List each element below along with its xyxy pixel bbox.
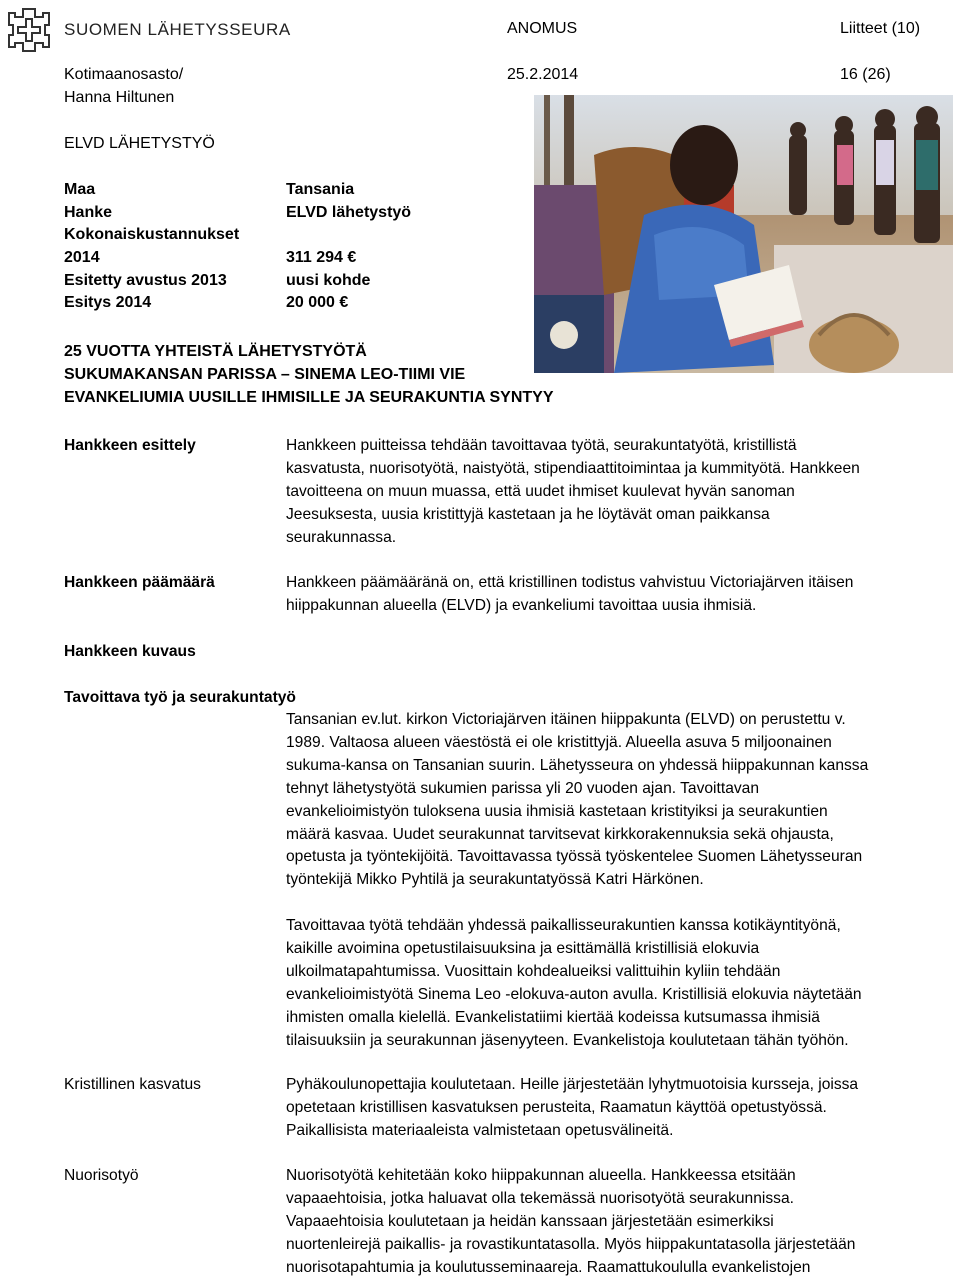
headline-line: EVANKELIUMIA UUSILLE IHMISILLE JA SEURAKUNTIA SYNTYY — [64, 389, 554, 406]
kuvaus-label: Hankkeen kuvaus — [64, 643, 196, 660]
document-type: ANOMUS — [507, 20, 578, 37]
paamaara-label: Hankkeen päämäärä — [64, 574, 215, 591]
org-logo-icon — [6, 7, 52, 53]
document-date: 25.2.2014 — [507, 66, 579, 83]
section-title: ELVD LÄHETYSTYÖ — [64, 135, 215, 152]
fact-value: 311 294 € — [286, 249, 357, 266]
author: Hanna Hiltunen — [64, 89, 175, 106]
fact-value: uusi kohde — [286, 272, 371, 289]
fact-label: Kokonaiskustannukset — [64, 226, 240, 243]
fact-value: 20 000 € — [286, 294, 349, 311]
nuoriso-text: Nuorisotyötä kehitetään koko hiippakunnan alueella. Hankkeessa etsitään vapaaehtoisia, jotka haluavat olla tekemässä nuorisotyötä seurakunnissa. Vapaaehtoisia koulutetaan ja heidän kanssaan järjestetään esimerkiksi nuortenleirejä paikallis- ja rovastikuntatasolla. Myös hiippakuntatasolla järjestetään nuorisotapahtumia ja koulutusseminaareja. Raamattukoululla evankelistojen — [286, 1167, 856, 1276]
headline-line: SUKUMAKANSAN PARISSA – SINEMA LEO-TIIMI VIE — [64, 366, 466, 383]
esittely-text: Hankkeen puitteissa tehdään tavoittavaa työtä, seurakuntatyötä, kristillistä kasvatusta, nuorisotyötä, naistyötä, stipendiaattitoimintaa ja kummityötä. Hankkeen tavoitteena on muun muassa, että uudet ihmiset kuulevat hyvän sanoman Jeesuksesta, uusia kristittyjä kastetaan ja he löytävät oman paikkansa seurakunnassa. — [286, 437, 860, 546]
headline-line: 25 VUOTTA YHTEISTÄ LÄHETYSTYÖTÄ — [64, 343, 367, 360]
tavoittava-paragraph-2: Tavoittavaa työtä tehdään yhdessä paikallisseurakuntien kanssa kotikäyntityönä, kaikille avoimina opetustilaisuuksina ja esittämällä kristillisiä elokuvia ulkoilmatapahtumissa. Vuosittain kohdealueiksi valittuihin kyliin tehdään evankelioimistyötä Sinema Leo -elokuva-auton avulla. Kristillisiä elokuvia näytetään ihmisten omalla kielellä. Evankelistatiimi kiertää kodeissa kutsumassa ihmisiä tilaisuuksiin ja seurakunnan jäsenyyteen. Evankelistoja koulutetaan tähän työhön. — [286, 917, 862, 1049]
tavoittava-paragraph-1: Tansanian ev.lut. kirkon Victoriajärven itäinen hiippakunta (ELVD) on perustettu v. 1989. Valtaosa alueen väestöstä ei ole kristittyjä. Alueella asuva 5 miljoonainen sukuma-kansa on Tansanian suurin. Lähetysseura on yhdessä hiippakunnan kanssa tehnyt lähetystyötä sukumien parissa yli 20 vuoden ajan. Tavoittavan evankelioimistyön tuloksena uusia ihmisiä kastetaan kristityiksi ja seurakuntien määrä kasvaa. Uudet seurakunnat tarvitsevat kirkkorakennuksia sekä ohjausta, opetusta ja työntekijöitä. Tavoittavassa työssä työskentelee Suomen Lähetysseuran työntekijä Mikko Pyhtilä ja seurakuntatyössä Katri Härkönen. — [286, 711, 869, 889]
child-reading-photo — [534, 95, 953, 373]
department: Kotimaanosasto/ — [64, 66, 184, 83]
fact-label: 2014 — [64, 249, 100, 266]
kasvatus-label: Kristillinen kasvatus — [64, 1076, 201, 1093]
attachments-label: Liitteet (10) — [840, 20, 921, 37]
kasvatus-text: Pyhäkoulunopettajia koulutetaan. Heille järjestetään lyhytmuotoisia kursseja, joissa opetetaan kristillisen kasvatuksen perusteita, Raamatun käyttöä opetustyössä. Paikallisista materiaaleista valmistetaan opetusvälineitä. — [286, 1076, 859, 1139]
fact-label: Esitys 2014 — [64, 294, 152, 311]
fact-label: Maa — [64, 181, 96, 198]
fact-label: Esitetty avustus 2013 — [64, 272, 227, 289]
fact-label: Hanke — [64, 204, 113, 221]
tavoittava-label: Tavoittava työ ja seurakuntatyö — [64, 689, 296, 706]
nuoriso-label: Nuorisotyö — [64, 1167, 139, 1184]
paamaara-text: Hankkeen päämääränä on, että kristillinen todistus vahvistuu Victoriajärven itäisen hiippakunnan alueella (ELVD) ja evankeliumi tavoittaa uusia ihmisiä. — [286, 574, 854, 614]
page-number: 16 (26) — [840, 66, 891, 83]
fact-value: Tansania — [286, 181, 355, 198]
fact-value: ELVD lähetystyö — [286, 204, 412, 221]
esittely-label: Hankkeen esittely — [64, 437, 196, 454]
org-name: SUOMEN LÄHETYSSEURA — [64, 20, 291, 39]
